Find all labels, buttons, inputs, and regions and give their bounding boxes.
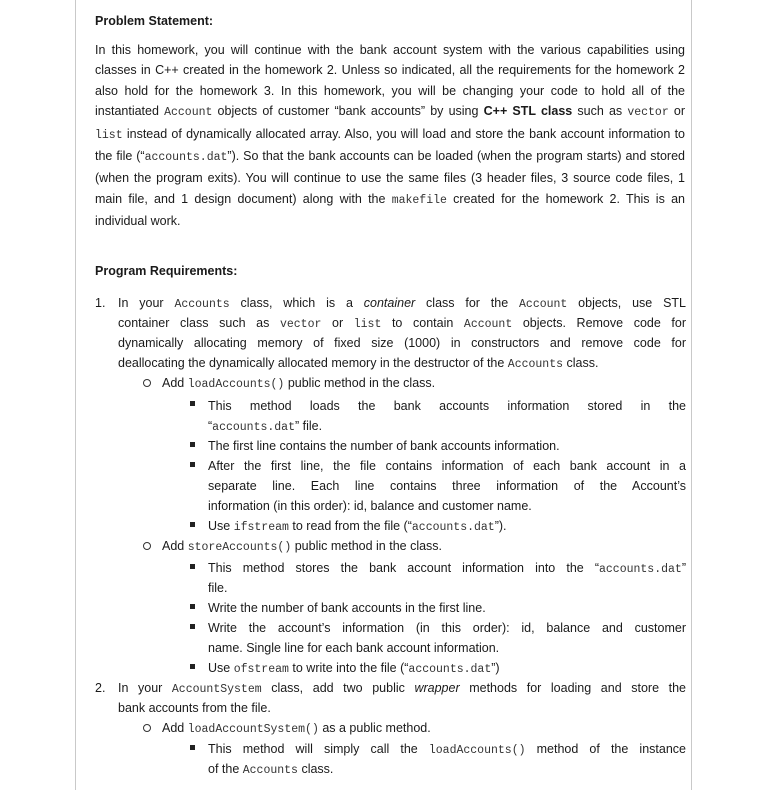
load-bullet-3-line-2: separate line. Each line contains three information of the Account’s: [208, 479, 686, 493]
bullet-square: [190, 522, 195, 527]
requirement-1-line-2: container class such as vector or list to contain Account objects. Remove code for: [118, 316, 687, 331]
sub-item-load-account-system: Add loadAccountSystem() as a public method.: [162, 721, 431, 736]
load-bullet-1-line-2: “accounts.dat” file.: [208, 419, 323, 434]
load-bullet-3-line-1: After the first line, the file contains information of each bank account in a: [208, 459, 686, 473]
load-bullet-1-line-1: This method loads the bank accounts information stored in the: [208, 399, 686, 413]
problem-statement-heading: Problem Statement:: [95, 14, 214, 28]
load-bullet-4: Use ifstream to read from the file (“accounts.dat”).: [208, 519, 507, 534]
requirement-2-line-2: bank accounts from the file.: [118, 701, 271, 715]
requirement-2-line-1: In your AccountSystem class, add two public wrapper methods for loading and store the: [118, 681, 686, 696]
bullet-square: [190, 604, 195, 609]
store-bullet-2: Write the number of bank accounts in the first line.: [208, 601, 486, 615]
bullet-square: [190, 442, 195, 447]
bullet-square: [190, 624, 195, 629]
program-requirements-heading: Program Requirements:: [95, 264, 238, 278]
sub-bullet-circle: [143, 542, 151, 550]
requirement-number-2: 2.: [95, 681, 106, 695]
requirement-1-line-3: dynamically allocating memory of fixed size (1000) in constructors and remove code for: [118, 336, 686, 350]
sub-bullet-circle: [143, 379, 151, 387]
bullet-square: [190, 401, 195, 406]
store-bullet-1-line-2: file.: [208, 581, 228, 595]
bullet-square: [190, 664, 195, 669]
sub-item-store-accounts: Add storeAccounts() public method in the class.: [162, 539, 443, 554]
bullet-square: [190, 462, 195, 467]
store-bullet-1-line-1: This method stores the bank account information into the “accounts.dat”: [208, 561, 686, 576]
store-bullet-3-line-1: Write the account’s information (in this order): id, balance and customer: [208, 621, 686, 635]
store-bullet-3-line-2: name. Single line for each bank account information.: [208, 641, 500, 655]
requirement-1-line-1: In your Accounts class, which is a container class for the Account objects, use STL: [118, 296, 687, 311]
bullet-square: [190, 745, 195, 750]
load-system-bullet-line-1: This method will simply call the loadAccounts() method of the instance: [208, 742, 686, 757]
requirement-1-line-4: deallocating the dynamically allocated memory in the destructor of the Accounts class.: [118, 356, 599, 371]
store-bullet-4: Use ofstream to write into the file (“accounts.dat”): [208, 661, 500, 676]
sub-item-load-accounts: Add loadAccounts() public method in the class.: [162, 376, 436, 391]
requirement-number-1: 1.: [95, 296, 106, 310]
load-system-bullet-line-2: of the Accounts class.: [208, 762, 334, 777]
sub-bullet-circle: [143, 724, 151, 732]
problem-statement-paragraph: In this homework, you will continue with the bank account system with the various capabilities using classes in C++ created in the homework 2. Unless so indicated, all the requirements for the homework 2 also hold for the homework 3. In this homework, you will be changing your code to hold all of the instantiated Account objects of customer “bank accounts” by using C++ STL class such as vector or list instead of dynamically allocated array. Also, you will load and store the bank account information to the file (“accounts.dat”). So that the bank accounts can be loaded (when the program starts) and stored (when the program exits). You will continue to use the same files (3 header files, 3 source code files, 1 main file, and 1 design document) along with the makefile created for the homework 2. This is an individual work.: [95, 43, 686, 229]
bullet-square: [190, 564, 195, 569]
load-bullet-2: The first line contains the number of bank accounts information.: [208, 439, 560, 453]
load-bullet-3-line-3: information (in this order): id, balance and customer name.: [208, 499, 532, 513]
